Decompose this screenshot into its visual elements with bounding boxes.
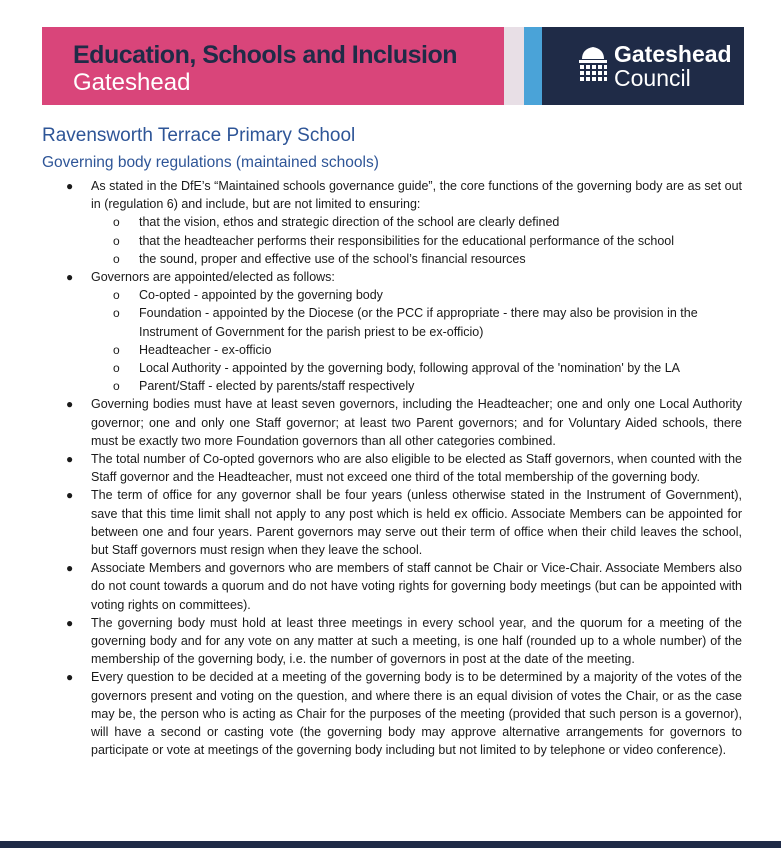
sub-list-item-text: Headteacher - ex-officio <box>139 342 272 357</box>
circle-bullet-icon: o <box>113 379 120 394</box>
regulations-list <box>42 177 742 760</box>
bullet-icon: ● <box>66 670 74 685</box>
list-item <box>42 486 742 559</box>
circle-bullet-icon: o <box>113 342 120 357</box>
bullet-icon: ● <box>66 488 74 503</box>
sub-list-item <box>91 286 742 304</box>
list-item <box>42 614 742 669</box>
sub-list-item <box>91 359 742 377</box>
header-banner <box>42 27 744 105</box>
list-item <box>42 450 742 486</box>
sub-list-item-text: Foundation - appointed by the Diocese (or the PCC if appropriate - there may also be provision in the Instrument of Government for the parish priest to be ex-officio) <box>139 306 698 339</box>
list-item <box>42 395 742 450</box>
sub-list-item <box>91 250 742 268</box>
sub-list-item <box>91 377 742 395</box>
list-item-text: The total number of Co-opted governors who are also eligible to be elected as Staff governors, when counted with the Staff governor and the Headteacher, must not exceed one third of the total membership of the governing body. <box>91 452 742 485</box>
sub-list-item-text: Local Authority - appointed by the governing body, following approval of the 'nomination' by the LA <box>139 361 681 376</box>
sub-list <box>91 213 742 268</box>
bullet-icon: ● <box>66 452 74 467</box>
section-heading: Governing body regulations (maintained schools) <box>42 154 379 171</box>
sub-list-item-text: that the headteacher performs their responsibilities for the educational performance of the school <box>139 233 675 248</box>
list-item-text: Governing bodies must have at least seven governors, including the Headteacher; one and only one Local Authority governor; one and only one Staff governor; at least two Parent governors; and for Voluntary Aided schools, there must be exactly two more Foundation governors than all other categories combined. <box>91 397 742 448</box>
sub-list-item <box>91 341 742 359</box>
list-item-text: Associate Members and governors who are members of staff cannot be Chair or Vice-Chair. Associate Members also do not count towards a quorum and do not have voting rights for governing body meetings (but can be appointed with voting rights on committees). <box>91 561 742 612</box>
circle-bullet-icon: o <box>113 215 120 230</box>
logo-text-gateshead: Gateshead <box>614 41 732 67</box>
circle-bullet-icon: o <box>113 306 120 321</box>
sub-list-item <box>91 304 742 340</box>
circle-bullet-icon: o <box>113 251 120 266</box>
council-building-icon <box>578 45 608 85</box>
bullet-icon: ● <box>66 397 74 412</box>
banner-title-panel <box>42 27 504 105</box>
banner-title: Education, Schools and Inclusion <box>73 41 458 69</box>
sub-list-item-text: that the vision, ethos and strategic direction of the school are clearly defined <box>139 215 560 230</box>
bullet-icon: ● <box>66 270 74 285</box>
banner-stripe-blue <box>524 27 542 105</box>
list-item-text: Governors are appointed/elected as follows: <box>91 270 335 285</box>
sub-list-item <box>91 232 742 250</box>
bullet-icon: ● <box>66 179 74 193</box>
list-item <box>42 268 742 395</box>
circle-bullet-icon: o <box>113 361 120 376</box>
bullet-icon: ● <box>66 561 74 576</box>
banner-subtitle: Gateshead <box>73 69 191 96</box>
footer-bar <box>0 841 781 848</box>
list-item-text: The term of office for any governor shall be four years (unless otherwise stated in the Instrument of Government), save that this time limit shall not apply to any post which is held ex officio. Associate Members can be appointed for between one and four years. Parent governors may serve out their term of office when their child leaves the school, but Staff governors must resign when they leave the school. <box>91 488 742 558</box>
council-logo <box>542 27 744 105</box>
banner-stripe-light <box>504 27 524 105</box>
circle-bullet-icon: o <box>113 288 120 303</box>
sub-list-item-text: the sound, proper and effective use of the school’s financial resources <box>139 251 526 266</box>
logo-text-council: Council <box>614 65 691 91</box>
sub-list-item <box>91 213 742 231</box>
list-item <box>42 177 742 268</box>
sub-list-item-text: Parent/Staff - elected by parents/staff respectively <box>139 379 415 394</box>
regulations-content <box>42 177 742 760</box>
sub-list <box>91 286 742 395</box>
circle-bullet-icon: o <box>113 233 120 248</box>
list-item-text: The governing body must hold at least three meetings in every school year, and the quorum for a meeting of the governing body and for any vote on any matter at such a meeting, is one half (rounded up to a whole number) of the membership of the governing body, i.e. the number of governors in post at the date of the meeting. <box>91 615 742 667</box>
school-name: Ravensworth Terrace Primary School <box>42 125 356 146</box>
list-item-text: As stated in the DfE’s “Maintained schools governance guide”, the core functions of the governing body are as set out in (regulation 6) and include, but are not limited to ensuring: <box>91 179 742 212</box>
bullet-icon: ● <box>66 615 74 630</box>
list-item-text: Every question to be decided at a meeting of the governing body is to be determined by a majority of the votes of the governors present and voting on the question, and where there is an equal division of votes the Chair, or as the case may be, the person who is acting as Chair for the purposes of the meeting (provided that such person is a governor), will have a second or casting vote (the governing body may approve alternative arrangements for governors to participate or vote at meetings of the governing body including but not limited to by telephone or video conference). <box>91 670 742 758</box>
list-item <box>42 668 742 759</box>
sub-list-item-text: Co-opted - appointed by the governing body <box>139 288 383 303</box>
list-item <box>42 559 742 614</box>
